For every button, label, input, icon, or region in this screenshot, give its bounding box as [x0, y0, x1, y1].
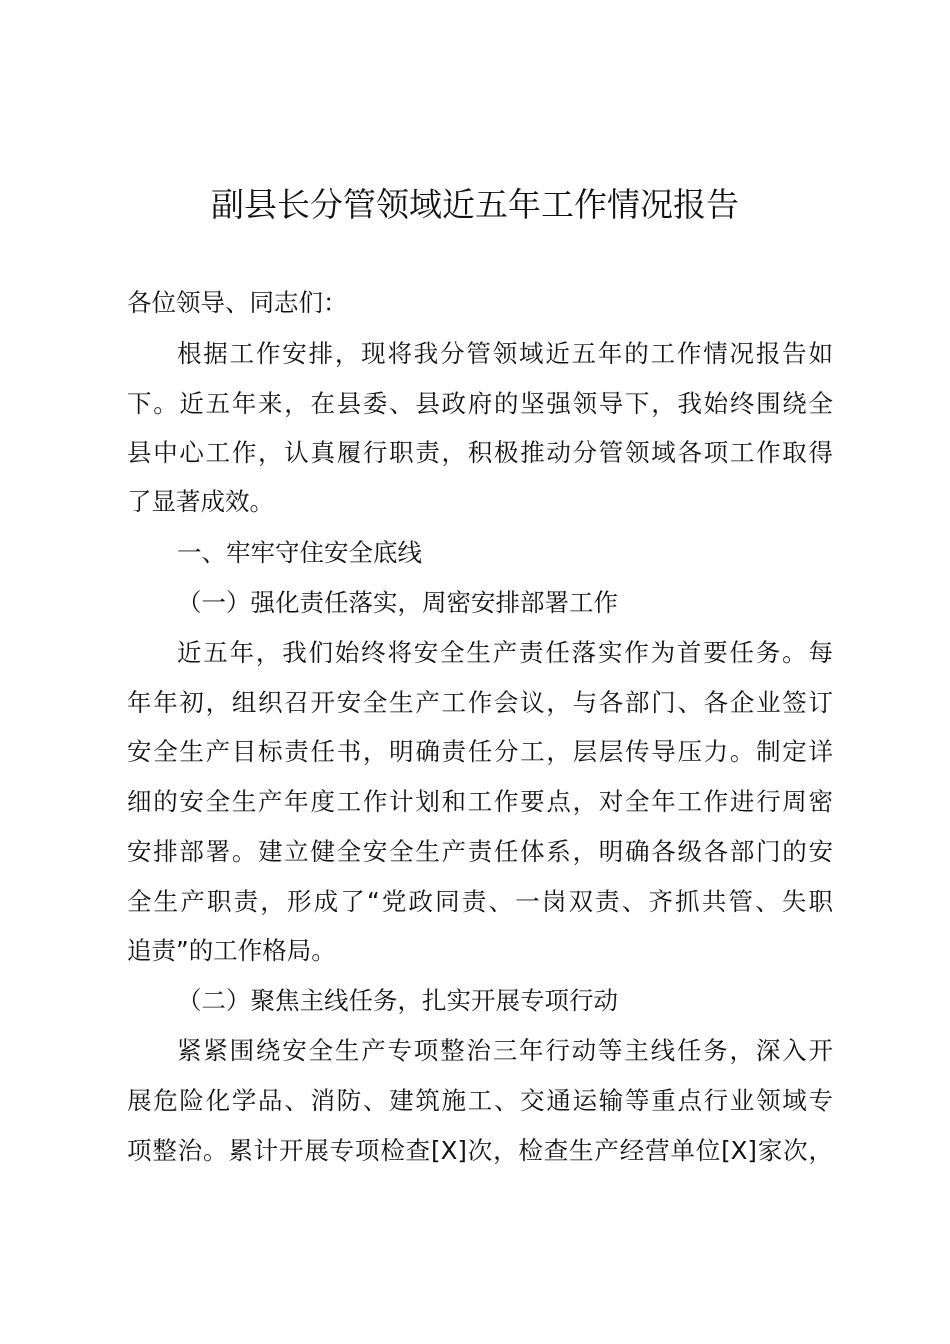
section-heading-1: 一、牢牢守住安全底线 [177, 538, 422, 567]
text-line: 近五年，我们始终将安全生产责任落实作为首要任务。每 [177, 638, 833, 667]
text-line: 安排部署。建立健全安全生产责任体系，明确各级各部门的安 [127, 837, 833, 866]
text-line: 项整治。累计开展专项检查[X]次，检查生产经营单位[X]家次， [127, 1136, 833, 1165]
text-line: 细的安全生产年度工作计划和工作要点，对全年工作进行周密 [127, 787, 833, 816]
text-line: 展危险化学品、消防、建筑施工、交通运输等重点行业领域专 [127, 1086, 833, 1115]
document-title: 副县长分管领域近五年工作情况报告 [211, 185, 739, 224]
text-line: 根据工作安排，现将我分管领域近五年的工作情况报告如 [177, 339, 833, 368]
salutation: 各位领导、同志们： [127, 288, 348, 317]
text-line: 县中心工作，认真履行职责，积极推动分管领域各项工作取得 [127, 438, 833, 467]
subsection-heading-2: （二）聚焦主线任务，扎实开展专项行动 [177, 986, 618, 1015]
text-line: 年年初，组织召开安全生产工作会议，与各部门、各企业签订 [127, 688, 833, 717]
text-line: 安全生产目标责任书，明确责任分工，层层传导压力。制定详 [127, 737, 833, 766]
text-line: 追责”的工作格局。 [127, 936, 336, 965]
text-line: 下。近五年来，在县委、县政府的坚强领导下，我始终围绕全 [127, 389, 833, 418]
subsection-heading-1: （一）强化责任落实，周密安排部署工作 [177, 588, 618, 617]
text-line: 了显著成效。 [127, 487, 274, 516]
text-line: 紧紧围绕安全生产专项整治三年行动等主线任务，深入开 [177, 1036, 833, 1065]
text-line: 全生产职责，形成了“党政同责、一岗双责、齐抓共管、失职 [127, 887, 833, 916]
